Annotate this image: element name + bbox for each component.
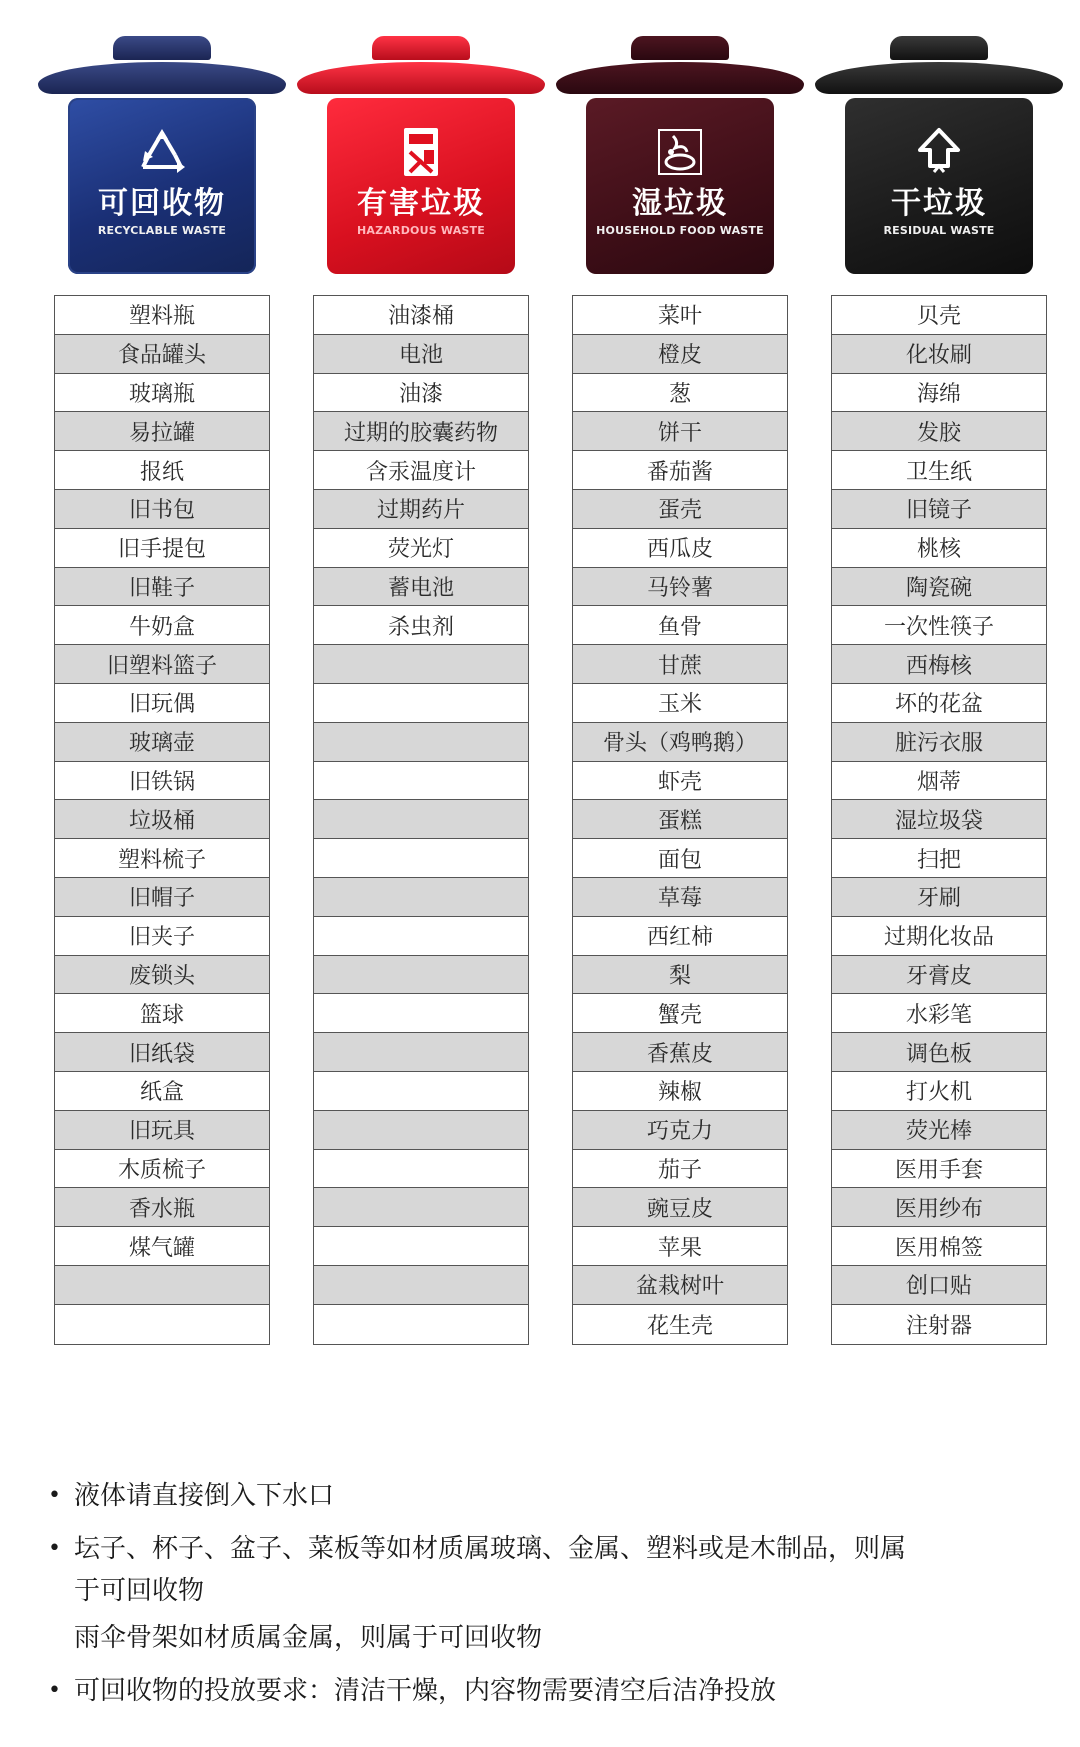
- table-row: 食品罐头: [55, 335, 269, 374]
- bullet: •: [48, 1678, 61, 1703]
- table-row: 蛋糕: [573, 800, 787, 839]
- bin-title: 湿垃圾: [632, 186, 728, 221]
- bin-title: 有害垃圾: [357, 186, 485, 221]
- table-row: 陶瓷碗: [832, 568, 1046, 607]
- table-row: 油漆: [314, 374, 528, 413]
- bin-subtitle: HOUSEHOLD FOOD WASTE: [596, 224, 764, 237]
- table-row: 医用棉签: [832, 1227, 1046, 1266]
- bin-lid-handle: [113, 36, 211, 60]
- bin-lid: [815, 62, 1063, 94]
- table-row: 杀虫剂: [314, 606, 528, 645]
- table-row: [314, 762, 528, 801]
- table-row: 湿垃圾袋: [832, 800, 1046, 839]
- table-row: [314, 1305, 528, 1344]
- table-row: 旧铁锅: [55, 762, 269, 801]
- table-row: 坏的花盆: [832, 684, 1046, 723]
- table-row: 纸盒: [55, 1072, 269, 1111]
- bin-lid: [297, 62, 545, 94]
- table-row: 葱: [573, 374, 787, 413]
- table-row: [314, 1072, 528, 1111]
- bin-title: 干垃圾: [891, 186, 987, 221]
- table-row: 牙膏皮: [832, 956, 1046, 995]
- items-table-residual: [831, 295, 1047, 1345]
- table-row: 荧光棒: [832, 1111, 1046, 1150]
- note-text: 液体请直接倒入下水口: [74, 1481, 335, 1511]
- table-row: 打火机: [832, 1072, 1046, 1111]
- table-row: 旧夹子: [55, 917, 269, 956]
- items-table-food: [572, 295, 788, 1345]
- table-row: 旧玩偶: [55, 684, 269, 723]
- table-row: [314, 878, 528, 917]
- table-row: 橙皮: [573, 335, 787, 374]
- table-row: 报纸: [55, 451, 269, 490]
- bin-label-hazardous: [327, 98, 515, 274]
- table-row: 旧纸袋: [55, 1033, 269, 1072]
- table-row: 草莓: [573, 878, 787, 917]
- bin-label-recyclable: [68, 98, 256, 274]
- table-row: 旧手提包: [55, 529, 269, 568]
- table-row: 贝壳: [832, 296, 1046, 335]
- note-item: [44, 1529, 1054, 1569]
- table-row: 蟹壳: [573, 994, 787, 1033]
- table-row: 花生壳: [573, 1305, 787, 1344]
- residual-trash-icon: [914, 124, 964, 180]
- table-row: 烟蒂: [832, 762, 1046, 801]
- food-scraps-icon: [655, 124, 705, 180]
- table-row: [314, 1111, 528, 1150]
- table-row: 面包: [573, 839, 787, 878]
- table-row: [314, 1150, 528, 1189]
- table-row: 废锁头: [55, 956, 269, 995]
- table-row: 香水瓶: [55, 1188, 269, 1227]
- table-row: 发胶: [832, 412, 1046, 451]
- table-row: 玻璃瓶: [55, 374, 269, 413]
- bin-lid: [38, 62, 286, 94]
- note-text: 坛子、杯子、盆子、菜板等如材质属玻璃、金属、塑料或是木制品，则属: [74, 1534, 907, 1564]
- table-row: 油漆桶: [314, 296, 528, 335]
- items-table-recyclable: [54, 295, 270, 1345]
- table-row: [314, 645, 528, 684]
- items-table-hazardous: [313, 295, 529, 1345]
- table-row: 卫生纸: [832, 451, 1046, 490]
- table-row: [314, 800, 528, 839]
- recycle-icon: [135, 124, 189, 180]
- table-row: 一次性筷子: [832, 606, 1046, 645]
- note-text: 雨伞骨架如材质属金属，则属于可回收物: [74, 1623, 543, 1653]
- table-row: [314, 1033, 528, 1072]
- table-row: 香蕉皮: [573, 1033, 787, 1072]
- table-row: 旧玩具: [55, 1111, 269, 1150]
- table-row: 蓄电池: [314, 568, 528, 607]
- bin-subtitle: HAZARDOUS WASTE: [357, 224, 485, 237]
- table-row: 注射器: [832, 1305, 1046, 1344]
- table-row: 虾壳: [573, 762, 787, 801]
- table-row: 木质梳子: [55, 1150, 269, 1189]
- table-row: 西红柿: [573, 917, 787, 956]
- table-row: 马铃薯: [573, 568, 787, 607]
- note-item: [44, 1476, 1054, 1516]
- notes-list: [44, 1476, 1054, 1724]
- table-row: 旧塑料篮子: [55, 645, 269, 684]
- table-row: 海绵: [832, 374, 1046, 413]
- table-row: 荧光灯: [314, 529, 528, 568]
- table-row: 旧镜子: [832, 490, 1046, 529]
- table-row: 创口贴: [832, 1266, 1046, 1305]
- table-row: 扫把: [832, 839, 1046, 878]
- table-row: 医用手套: [832, 1150, 1046, 1189]
- table-row: 含汞温度计: [314, 451, 528, 490]
- table-row: 桃核: [832, 529, 1046, 568]
- table-row: [314, 956, 528, 995]
- table-row: [55, 1305, 269, 1344]
- table-row: [314, 1266, 528, 1305]
- table-row: 牙刷: [832, 878, 1046, 917]
- bin-label-residual: [845, 98, 1033, 274]
- bin-lid-handle: [890, 36, 988, 60]
- table-row: 骨头（鸡鸭鹅）: [573, 723, 787, 762]
- table-row: 过期药片: [314, 490, 528, 529]
- table-row: 西梅核: [832, 645, 1046, 684]
- table-row: 过期化妆品: [832, 917, 1046, 956]
- bin-lid-handle: [372, 36, 470, 60]
- table-row: 塑料梳子: [55, 839, 269, 878]
- note-text: 可回收物的投放要求：清洁干燥，内容物需要清空后洁净投放: [74, 1676, 777, 1706]
- bin-lid-handle: [631, 36, 729, 60]
- table-row: 牛奶盒: [55, 606, 269, 645]
- table-row: 垃圾桶: [55, 800, 269, 839]
- table-row: [314, 1188, 528, 1227]
- table-row: 旧帽子: [55, 878, 269, 917]
- note-text: 于可回收物: [74, 1576, 205, 1606]
- table-row: 篮球: [55, 994, 269, 1033]
- table-row: 蛋壳: [573, 490, 787, 529]
- table-row: 塑料瓶: [55, 296, 269, 335]
- bullet: •: [48, 1483, 61, 1508]
- table-row: 煤气罐: [55, 1227, 269, 1266]
- bin-subtitle: RECYCLABLE WASTE: [97, 224, 227, 237]
- table-row: 过期的胶囊药物: [314, 412, 528, 451]
- bin-lid: [556, 62, 804, 94]
- table-row: [314, 917, 528, 956]
- table-row: 苹果: [573, 1227, 787, 1266]
- bullet: •: [48, 1536, 61, 1561]
- table-row: [314, 839, 528, 878]
- table-row: 菜叶: [573, 296, 787, 335]
- table-row: [314, 684, 528, 723]
- table-row: 甘蔗: [573, 645, 787, 684]
- table-row: 西瓜皮: [573, 529, 787, 568]
- table-row: 辣椒: [573, 1072, 787, 1111]
- table-row: 玻璃壶: [55, 723, 269, 762]
- hazardous-battery-icon: [396, 124, 446, 180]
- table-row: [314, 1227, 528, 1266]
- table-row: 旧书包: [55, 490, 269, 529]
- table-row: 化妆刷: [832, 335, 1046, 374]
- table-row: [55, 1266, 269, 1305]
- table-row: 茄子: [573, 1150, 787, 1189]
- table-row: 梨: [573, 956, 787, 995]
- table-row: 旧鞋子: [55, 568, 269, 607]
- table-row: 饼干: [573, 412, 787, 451]
- table-row: 番茄酱: [573, 451, 787, 490]
- table-row: [314, 723, 528, 762]
- note-item: [44, 1671, 1054, 1711]
- table-row: 医用纱布: [832, 1188, 1046, 1227]
- table-row: 鱼骨: [573, 606, 787, 645]
- table-row: 豌豆皮: [573, 1188, 787, 1227]
- table-row: 调色板: [832, 1033, 1046, 1072]
- table-row: [314, 994, 528, 1033]
- table-row: 玉米: [573, 684, 787, 723]
- table-row: 电池: [314, 335, 528, 374]
- table-row: 易拉罐: [55, 412, 269, 451]
- bin-title: 可回收物: [98, 186, 226, 221]
- table-row: 脏污衣服: [832, 723, 1046, 762]
- bin-subtitle: RESIDUAL WASTE: [883, 224, 995, 237]
- bin-label-food: [586, 98, 774, 274]
- table-row: 盆栽树叶: [573, 1266, 787, 1305]
- table-row: 水彩笔: [832, 994, 1046, 1033]
- table-row: 巧克力: [573, 1111, 787, 1150]
